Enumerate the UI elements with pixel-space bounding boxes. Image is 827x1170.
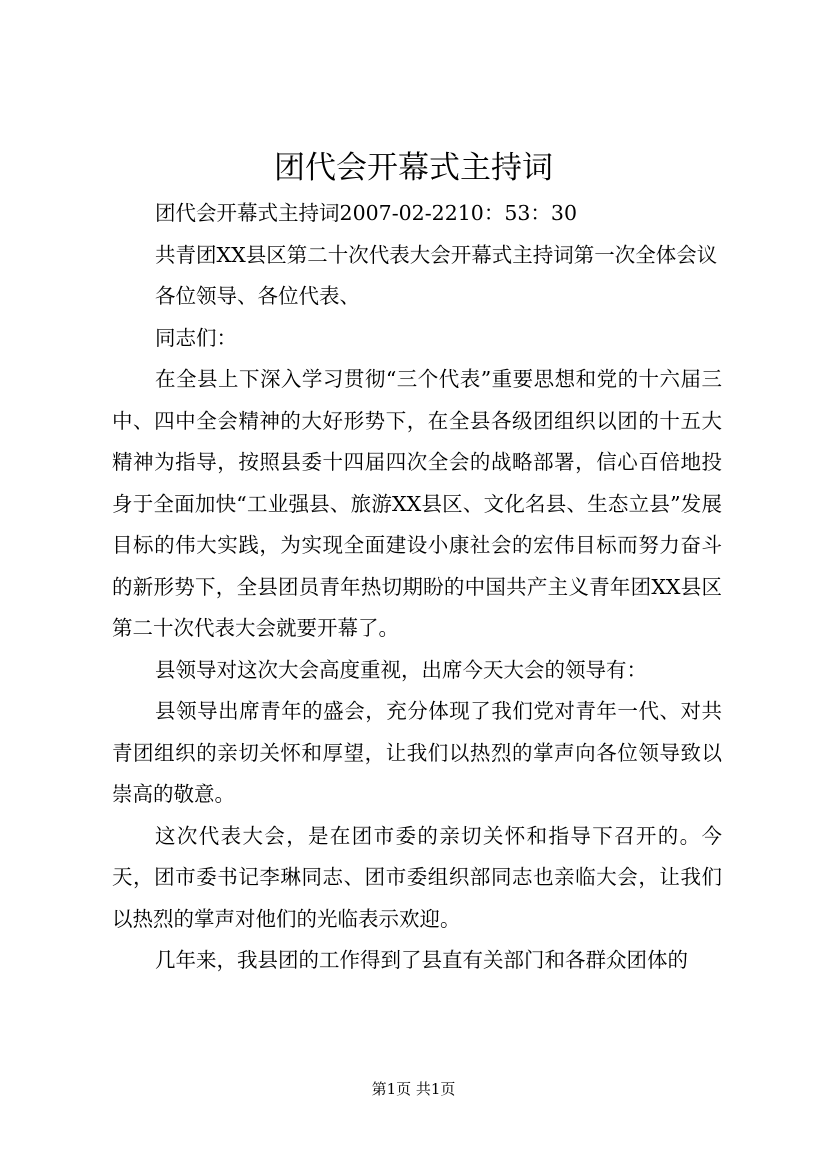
paragraph-past-years: 几年来，我县团的工作得到了县直有关部门和各群众团体的 bbox=[155, 948, 689, 972]
paragraph-city-committee: 这次代表大会，是在团市委的亲切关怀和指导下召开的。今天，团市委书记李琳同志、团市委组织部同志也亲临大会，让我们以热烈的掌声对他们的光临表示欢迎。 bbox=[112, 823, 722, 931]
document-title: 团代会开幕式主持词 bbox=[274, 150, 553, 186]
paragraph-salutation-comrades: 同志们： bbox=[155, 325, 238, 350]
paragraph-salutation-leaders: 各位领导、各位代表、 bbox=[155, 284, 361, 308]
paragraph-opening: 在全县上下深入学习贯彻“三个代表”重要思想和党的十六届三中、四中全会精神的大好形势下，在全县各级团组织以团的十五大精神为指导，按照县委十四届四次全会的战略部署，信心百倍地投身于全面加快“工业强县、旅游XX县区、文化名县、生态立县”发展目标的伟大实践，为实现全面建设小康社会的宏伟目标而努力奋斗的新形势下，全县团员青年热切期盼的中国共产主义青年团XX县区第二十次代表大会就要开幕了。 bbox=[112, 367, 722, 640]
page-footer: 第1页 共1页 bbox=[371, 1080, 456, 1098]
paragraph-subtitle: 共青团XX县区第二十次代表大会开幕式主持词第一次全体会议 bbox=[155, 242, 718, 267]
paragraph-header-line: 团代会开幕式主持词2007-02-2210：53：30 bbox=[155, 201, 577, 225]
paragraph-thanks-leaders: 县领导出席青年的盛会，充分体现了我们党对青年一代、对共青团组织的亲切关怀和厚望，让我们以热烈的掌声向各位领导致以崇高的敬意。 bbox=[112, 699, 722, 806]
paragraph-leaders-attending: 县领导对这次大会高度重视，出席今天大会的领导有： bbox=[155, 657, 648, 682]
document-body bbox=[112, 193, 722, 982]
